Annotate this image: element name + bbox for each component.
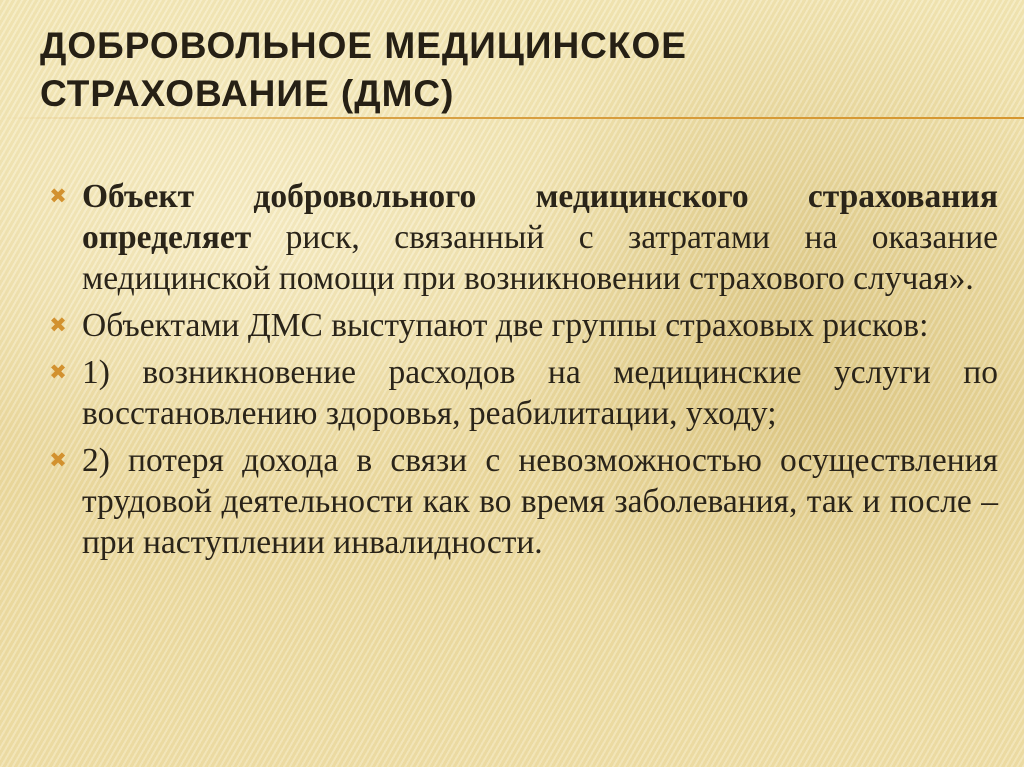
bullet-text: Объектами ДМС выступают две группы страховых рисков: [82,307,929,344]
list-item-object-definition [48,176,998,299]
slide-title-line-1: ДОБРОВОЛЬНОЕ МЕДИЦИНСКОЕ [40,25,687,66]
slide-title [40,22,980,118]
x-bullet-icon: ✖ [49,360,67,384]
x-bullet-icon: ✖ [49,184,67,208]
bullet-list [48,176,998,569]
x-bullet-icon: ✖ [49,448,67,472]
bullet-text: риск, связанный с затратами на оказание медицинской помощи при возникновении страхового случая». [82,219,998,297]
list-item-risk-groups [48,305,998,346]
x-bullet-icon: ✖ [49,313,67,337]
bullet-text: 2) потеря дохода в связи с невозможностью осуществления трудовой деятельности как во время заболевания, так и после – при наступлении инвалидности. [82,442,998,561]
list-item-risk-1 [48,352,998,434]
bullet-bold-text: Объект добровольного медицинского страхования определяет [82,178,998,256]
list-item-risk-2 [48,440,998,563]
bullet-text: 1) возникновение расходов на медицинские услуги по восстановлению здоровья, реабилитации, уходу; [82,354,998,432]
title-divider [0,117,1024,119]
slide-title-line-2: СТРАХОВАНИЕ (ДМС) [40,73,455,114]
